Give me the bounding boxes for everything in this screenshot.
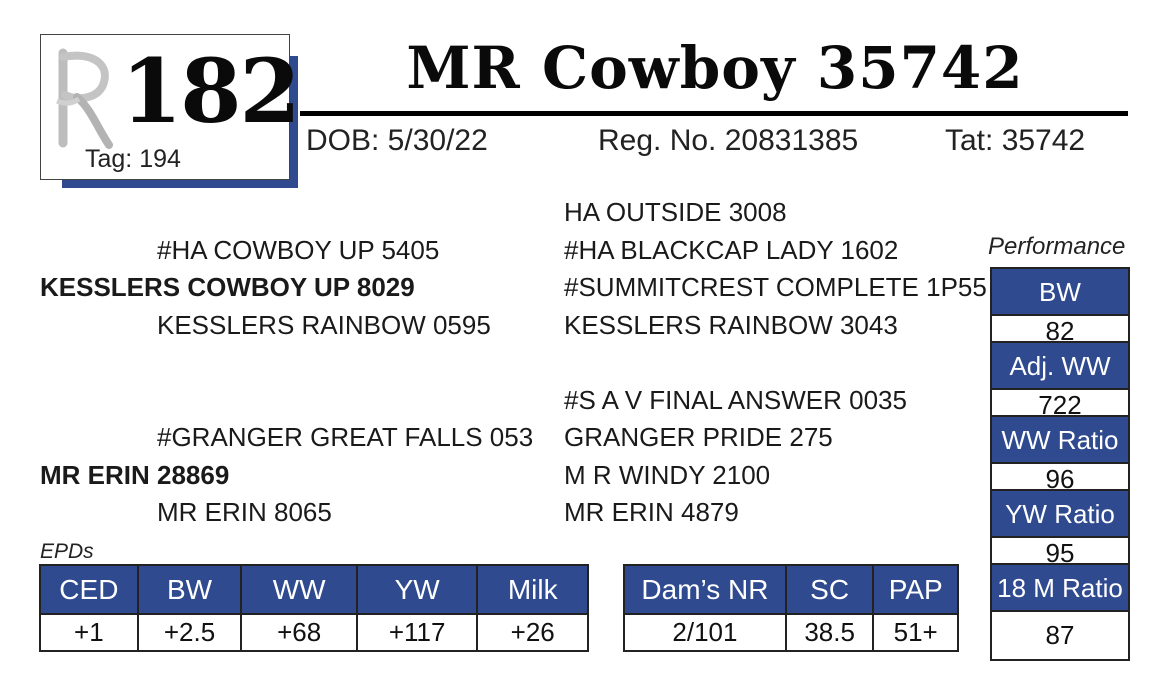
epd-header: Milk xyxy=(477,565,588,614)
dam-stats-header: Dam’s NR xyxy=(624,565,786,614)
lot-number: 182 xyxy=(121,39,299,143)
title-divider xyxy=(300,111,1128,116)
dam-stats-value: 38.5 xyxy=(786,614,874,651)
dam-stats-header-row xyxy=(624,565,958,614)
performance-value: 96 xyxy=(992,464,1128,491)
dam-dam-sire: M R WINDY 2100 xyxy=(564,460,771,490)
epd-value: +1 xyxy=(40,614,138,651)
r-brand-logo-icon xyxy=(47,43,121,153)
performance-header: Adj. WW xyxy=(992,343,1128,390)
performance-header: 18 M Ratio xyxy=(992,565,1128,612)
sire-dam-dam: KESSLERS RAINBOW 3043 xyxy=(564,310,898,340)
performance-header: WW Ratio xyxy=(992,417,1128,464)
sire-dam-sire: #SUMMITCREST COMPLETE 1P55 xyxy=(564,272,987,302)
dam-stats-value-row xyxy=(624,614,958,651)
dam-dam-dam: MR ERIN 4879 xyxy=(564,497,739,527)
sire-sire-sire: HA OUTSIDE 3008 xyxy=(564,197,787,227)
epd-value-row xyxy=(40,614,588,651)
epd-header: CED xyxy=(40,565,138,614)
epd-header: BW xyxy=(138,565,242,614)
epd-header: YW xyxy=(357,565,478,614)
dam-stats-table xyxy=(623,564,959,652)
dam-stats-value: 51+ xyxy=(873,614,958,651)
dam-sire-sire: #S A V FINAL ANSWER 0035 xyxy=(564,385,907,415)
epd-table xyxy=(39,564,589,652)
dam-sire: #GRANGER GREAT FALLS 053 xyxy=(157,422,534,452)
tattoo: Tat: 35742 xyxy=(945,124,1086,157)
epd-value: +117 xyxy=(357,614,478,651)
epds-label: EPDs xyxy=(40,540,94,563)
performance-header: YW Ratio xyxy=(992,491,1128,538)
epd-header-row xyxy=(40,565,588,614)
dam-stats-header: PAP xyxy=(873,565,958,614)
sire-sire: #HA COWBOY UP 5405 xyxy=(157,235,440,265)
registration-number: Reg. No. 20831385 xyxy=(598,124,859,157)
epd-value: +68 xyxy=(241,614,357,651)
epd-header: WW xyxy=(241,565,357,614)
performance-value: 82 xyxy=(992,316,1128,343)
performance-header: BW xyxy=(992,269,1128,316)
epd-value: +2.5 xyxy=(138,614,242,651)
performance-value: 95 xyxy=(992,538,1128,565)
performance-label: Performance xyxy=(988,233,1126,260)
dam: MR ERIN 28869 xyxy=(40,460,230,490)
sire-dam: KESSLERS RAINBOW 0595 xyxy=(157,310,491,340)
dam-stats-value: 2/101 xyxy=(624,614,786,651)
dam-stats-header: SC xyxy=(786,565,874,614)
performance-panel xyxy=(990,267,1130,661)
sire-sire-dam: #HA BLACKCAP LADY 1602 xyxy=(564,235,899,265)
epd-value: +26 xyxy=(477,614,588,651)
dam-dam: MR ERIN 8065 xyxy=(157,497,332,527)
performance-value: 87 xyxy=(992,612,1128,659)
dob: DOB: 5/30/22 xyxy=(306,124,488,157)
performance-value: 722 xyxy=(992,390,1128,417)
tag-number: Tag: 194 xyxy=(85,145,181,173)
lot-box xyxy=(40,34,299,180)
dam-sire-dam: GRANGER PRIDE 275 xyxy=(564,422,833,452)
sire: KESSLERS COWBOY UP 8029 xyxy=(40,272,415,302)
animal-name: MR Cowboy 35742 xyxy=(406,34,1024,102)
